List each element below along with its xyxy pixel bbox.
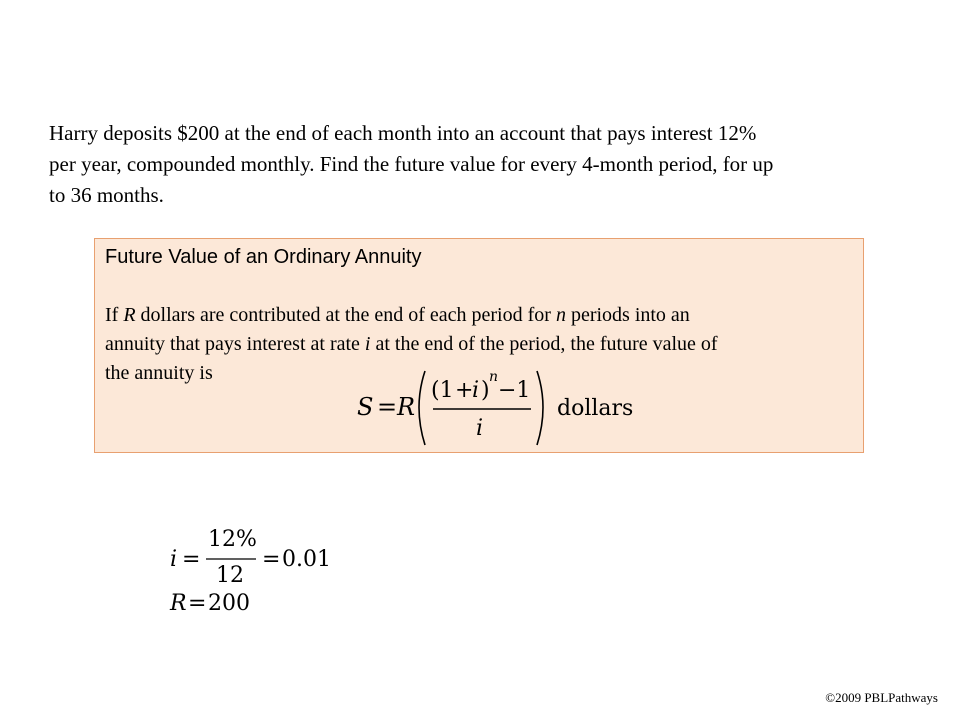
formula-r: R xyxy=(397,393,416,421)
formula-unit: dollars xyxy=(557,396,634,421)
variable-n: n xyxy=(555,304,566,326)
text-segment: periods into an xyxy=(565,304,690,326)
problem-statement xyxy=(49,118,899,211)
formula-num-i: i xyxy=(472,378,480,403)
box-line-3: the annuity is xyxy=(105,362,213,384)
formula-s: S xyxy=(357,393,374,421)
given-frac-den: 12 xyxy=(216,563,244,588)
given-i-value: 0.01 xyxy=(282,547,331,572)
given-i-var: i xyxy=(170,547,178,572)
variable-r: R xyxy=(123,304,136,326)
given-values xyxy=(168,520,348,620)
formula-box xyxy=(94,238,864,453)
text-segment: annuity that pays interest at rate xyxy=(105,333,365,355)
formula-num-open: (1 xyxy=(431,378,454,403)
formula-plus: + xyxy=(455,378,474,403)
problem-line: per year, compounded monthly. Find the future value for every 4-month period, for up xyxy=(49,152,774,176)
formula-box-title: Future Value of an Ordinary Annuity xyxy=(105,246,422,268)
given-frac-num: 12% xyxy=(208,527,257,552)
problem-line: Harry deposits $200 at the end of each month into an account that pays interest 12% xyxy=(49,121,757,145)
box-line-1 xyxy=(105,301,855,330)
text-segment: dollars are contributed at the end of each period for xyxy=(135,304,556,326)
given-r-equals: = xyxy=(188,591,207,616)
given-result-equals: = xyxy=(262,547,281,572)
copyright-footer: ©2009 PBLPathways xyxy=(825,690,938,705)
text-segment: at the end of the period, the future value of xyxy=(370,333,718,355)
variable-i: i xyxy=(364,333,371,355)
formula-minus-one: −1 xyxy=(498,378,531,403)
future-value-formula xyxy=(355,363,715,451)
right-big-paren xyxy=(537,371,543,445)
box-line-2 xyxy=(105,330,855,359)
given-r-value: 200 xyxy=(208,591,250,616)
formula-exponent: n xyxy=(489,369,499,385)
formula-equals: = xyxy=(377,393,398,421)
given-i-equals: = xyxy=(182,547,201,572)
formula-num-close: ) xyxy=(481,378,490,403)
text-segment: If xyxy=(105,304,124,326)
given-r-var: R xyxy=(170,591,187,616)
problem-line: to 36 months. xyxy=(49,183,164,207)
formula-den-i: i xyxy=(476,416,484,441)
left-big-paren xyxy=(419,371,425,445)
